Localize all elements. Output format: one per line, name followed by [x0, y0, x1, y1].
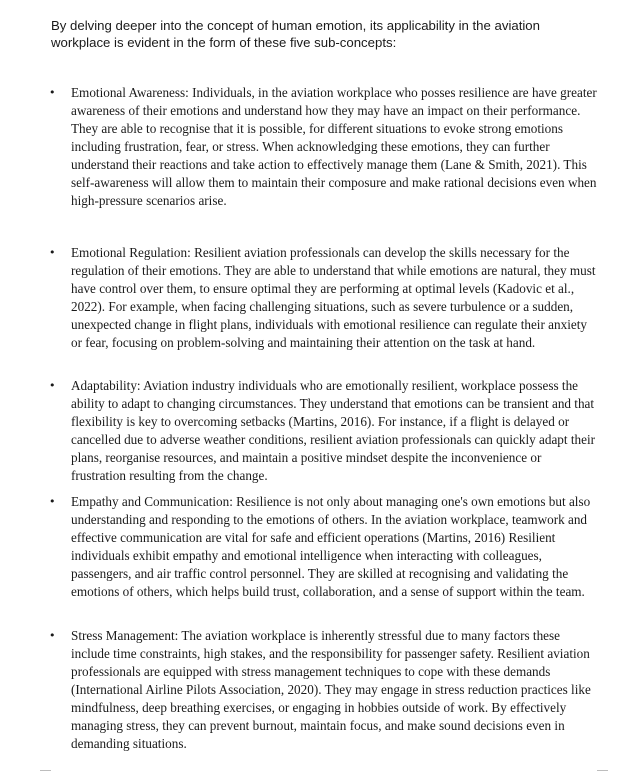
- page-corner-mark-right: [597, 770, 608, 771]
- bullet-marker: •: [49, 629, 56, 642]
- bullet-marker: •: [49, 379, 56, 392]
- list-item-stress-management: Stress Management: The aviation workplace is inherently stressful due to many factors these include time constraints, high stakes, and the responsibility for passenger safety. Resilient aviation professionals are equipped with stress management techniques to cope with these demands (International Airline Pilots Association, 2020). They may engage in stress reduction practices like mindfulness, deep breathing exercises, or engaging in hobbies outside of work. By effectively managing stress, they can prevent burnout, maintain focus, and make sound decisions even in demanding situations.: [71, 628, 591, 751]
- page-corner-mark-left: [40, 770, 51, 771]
- list-item-emotional-awareness: Emotional Awareness: Individuals, in the aviation workplace who posses resilience are have greater awareness of their emotions and understand how they may have an impact on their performance. They are able to recognise that it is possible, for different situations to evoke strong emotions including frustration, fear, or stress. When acknowledging these emotions, they can further understand their reactions and take action to effectively manage them (Lane & Smith, 2021). This self-awareness will allow them to maintain their composure and make rational decisions even when high-pressure scenarios arise.: [71, 85, 597, 208]
- bullet-marker: •: [49, 86, 56, 99]
- bullet-marker: •: [49, 246, 56, 259]
- list-item-emotional-regulation: Emotional Regulation: Resilient aviation professionals can develop the skills necessary for the regulation of their emotions. They are able to understand that while emotions are natural, they must have control over them, to ensure optimal they are performing at optimal levels (Kadovic et al., 2022). For example, when facing challenging situations, such as severe turbulence or a sudden, unexpected change in flight plans, individuals with emotional resilience can regulate their anxiety or fear, focusing on problem-solving and maintaining their attention on the task at hand.: [71, 245, 596, 350]
- list-item-empathy-communication: Empathy and Communication: Resilience is not only about managing one's own emotions but also understanding and responding to the emotions of others. In the aviation workplace, teamwork and effective communication are vital for safe and efficient operations (Martins, 2016) Resilient individuals exhibit empathy and emotional intelligence when interacting with colleagues, passengers, and air traffic control personnel. They are skilled at recognising and validating the emotions of others, which helps build trust, collaboration, and a sense of support within the team.: [71, 494, 591, 599]
- list-item-adaptability: Adaptability: Aviation industry individuals who are emotionally resilient, workplace possess the ability to adapt to changing circumstances. They understand that emotions can be transient and that flexibility is key to overcoming setbacks (Martins, 2016). For instance, if a flight is delayed or cancelled due to adverse weather conditions, resilient aviation professionals can quickly adapt their plans, reorganise resources, and maintain a positive mindset despite the inconvenience or frustration resulting from the change.: [71, 378, 596, 483]
- intro-paragraph: By delving deeper into the concept of human emotion, its applicability in the aviation workplace is evident in the form of these five sub-concepts:: [51, 18, 540, 50]
- bullet-marker: •: [49, 495, 56, 508]
